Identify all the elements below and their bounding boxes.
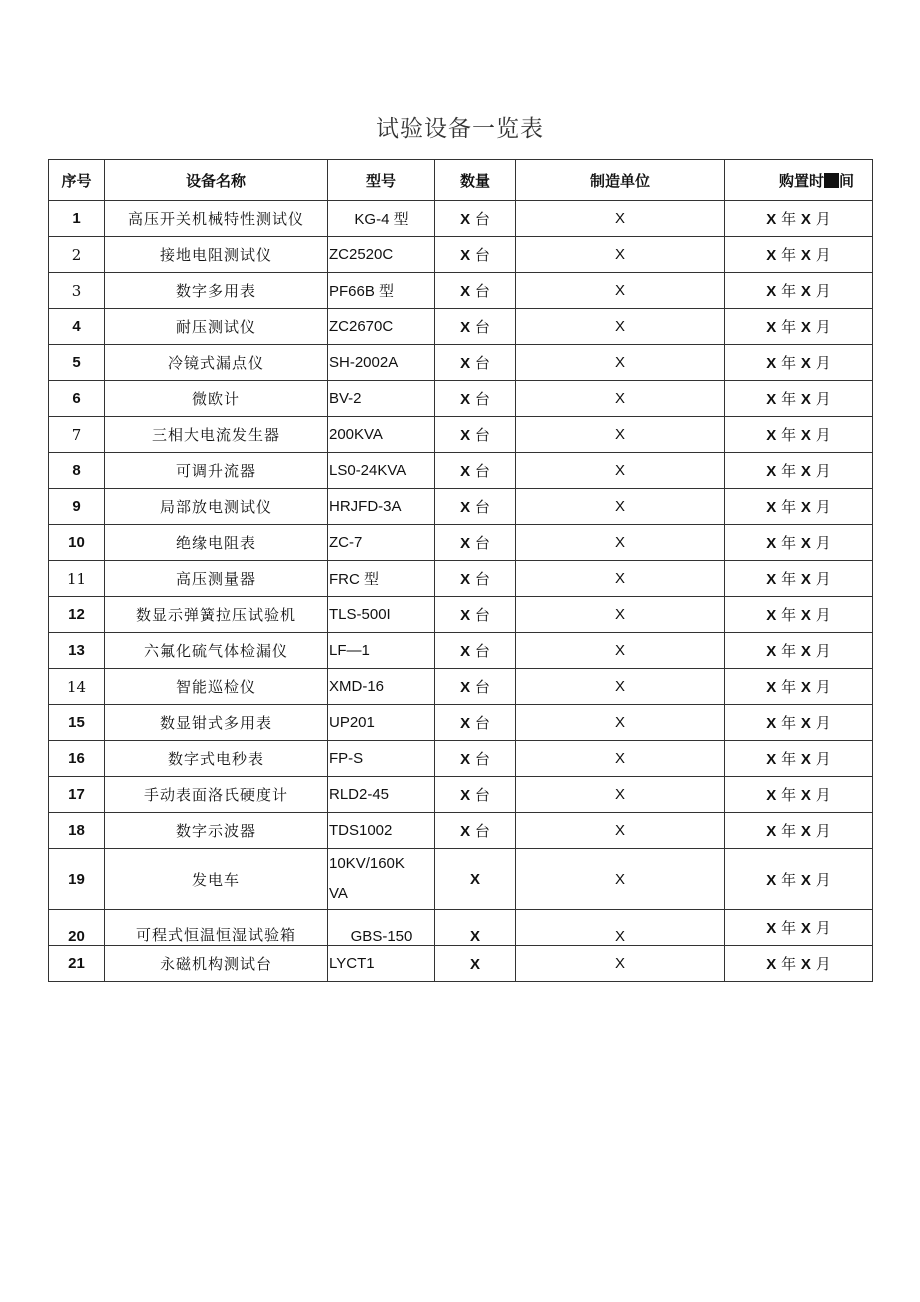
- cell-index: 10: [49, 525, 105, 561]
- date-year-value: X: [766, 319, 777, 336]
- cell-model: SH-2002A: [328, 345, 435, 381]
- date-month-value: X: [800, 355, 811, 372]
- cell-index: 6: [49, 381, 105, 417]
- date-year-value: X: [766, 355, 777, 372]
- date-month-value: X: [800, 463, 811, 480]
- date-year-label: 年: [781, 390, 797, 408]
- date-year-value: X: [766, 211, 777, 228]
- cell-name: 冷镜式漏点仪: [105, 345, 328, 381]
- qty-unit: 台: [474, 210, 490, 228]
- cell-qty: [435, 345, 516, 381]
- cell-name: 局部放电测试仪: [105, 489, 328, 525]
- table-row: [49, 561, 873, 597]
- cell-model: LS0-24KVA: [328, 453, 435, 489]
- date-year-label: 年: [781, 955, 797, 973]
- qty-value: X: [460, 391, 471, 408]
- cell-index: 7: [49, 417, 105, 453]
- header-index: 序号: [49, 160, 105, 201]
- cell-qty: [435, 489, 516, 525]
- qty-value: X: [460, 463, 471, 480]
- qty-unit: 台: [474, 570, 490, 588]
- header-qty: 数量: [435, 160, 516, 201]
- qty-unit: 台: [474, 534, 490, 552]
- date-month-label: 月: [815, 955, 831, 973]
- model-line-2: VA: [329, 885, 348, 902]
- table-header-row: [49, 160, 873, 201]
- cell-purchase-date: [725, 309, 873, 345]
- date-month-label: 月: [815, 919, 831, 937]
- date-month-label: 月: [815, 390, 831, 408]
- cell-maker: X: [516, 381, 725, 417]
- cell-qty: [435, 813, 516, 849]
- table-row: [49, 237, 873, 273]
- date-month-value: X: [800, 571, 811, 588]
- cell-name: 绝缘电阻表: [105, 525, 328, 561]
- qty-value: X: [460, 643, 471, 660]
- cell-name: 数显钳式多用表: [105, 705, 328, 741]
- date-month-label: 月: [815, 714, 831, 732]
- qty-unit: 台: [474, 318, 490, 336]
- cell-model: TDS1002: [328, 813, 435, 849]
- cell-purchase-date: [725, 849, 873, 910]
- cell-purchase-date: [725, 946, 873, 982]
- cell-index: 17: [49, 777, 105, 813]
- cell-index: 13: [49, 633, 105, 669]
- cell-purchase-date: [725, 813, 873, 849]
- date-year-label: 年: [781, 210, 797, 228]
- qty-unit: 台: [474, 786, 490, 804]
- date-month-value: X: [800, 283, 811, 300]
- date-month-value: X: [800, 920, 811, 937]
- cell-qty: [435, 633, 516, 669]
- cell-maker: X: [516, 597, 725, 633]
- table-row: [49, 946, 873, 982]
- cell-qty: [435, 381, 516, 417]
- cell-purchase-date: [725, 561, 873, 597]
- date-month-label: 月: [815, 870, 831, 889]
- date-year-label: 年: [781, 714, 797, 732]
- cell-index: 19: [49, 849, 105, 910]
- cell-name: 微欧计: [105, 381, 328, 417]
- cell-index: 21: [49, 946, 105, 982]
- qty-unit: 台: [474, 390, 490, 408]
- cell-maker: X: [516, 489, 725, 525]
- qty-value: X: [469, 955, 480, 973]
- cell-purchase-date: [725, 417, 873, 453]
- qty-value: X: [460, 247, 471, 264]
- redaction-block: [824, 173, 839, 188]
- table-row: [49, 633, 873, 669]
- cell-purchase-date: [725, 669, 873, 705]
- date-year-label: 年: [781, 870, 797, 889]
- cell-maker: X: [516, 237, 725, 273]
- cell-model: ZC-7: [328, 525, 435, 561]
- cell-qty: [435, 525, 516, 561]
- cell-qty: [435, 669, 516, 705]
- date-year-value: X: [766, 607, 777, 624]
- cell-name: 六氟化硫气体检漏仪: [105, 633, 328, 669]
- table-row: [49, 777, 873, 813]
- header-purchase-date: [725, 160, 873, 201]
- cell-model: UP201: [328, 705, 435, 741]
- cell-index: 15: [49, 705, 105, 741]
- cell-maker: X: [516, 910, 725, 946]
- page-title: 试验设备一览表: [376, 116, 544, 142]
- cell-qty: [435, 309, 516, 345]
- cell-purchase-date: [725, 633, 873, 669]
- cell-qty: [435, 453, 516, 489]
- qty-unit: 台: [474, 282, 490, 300]
- cell-maker: X: [516, 345, 725, 381]
- cell-index: 20: [49, 910, 105, 946]
- date-month-value: X: [800, 211, 811, 228]
- date-year-value: X: [766, 643, 777, 660]
- table-row: [49, 309, 873, 345]
- date-year-label: 年: [781, 318, 797, 336]
- cell-name: 数字多用表: [105, 273, 328, 309]
- date-month-label: 月: [815, 606, 831, 624]
- cell-maker: X: [516, 849, 725, 910]
- qty-unit: 台: [474, 426, 490, 444]
- cell-index: 14: [49, 669, 105, 705]
- date-year-value: X: [766, 391, 777, 408]
- date-year-label: 年: [781, 282, 797, 300]
- date-month-value: X: [800, 871, 811, 889]
- qty-value: X: [460, 283, 471, 300]
- cell-qty: [435, 777, 516, 813]
- cell-index: 1: [49, 201, 105, 237]
- cell-maker: X: [516, 669, 725, 705]
- date-year-label: 年: [781, 919, 797, 937]
- date-year-label: 年: [781, 822, 797, 840]
- qty-unit: 台: [474, 678, 490, 696]
- date-year-label: 年: [781, 678, 797, 696]
- date-month-label: 月: [815, 246, 831, 264]
- date-year-value: X: [766, 715, 777, 732]
- cell-index: 11: [49, 561, 105, 597]
- cell-qty: [435, 237, 516, 273]
- cell-index: 12: [49, 597, 105, 633]
- cell-name: 数字示波器: [105, 813, 328, 849]
- date-year-value: X: [766, 956, 777, 973]
- qty-value: X: [460, 787, 471, 804]
- header-date-suffix: 间: [838, 171, 854, 190]
- equipment-table: [48, 159, 873, 982]
- cell-index: 2: [49, 237, 105, 273]
- cell-maker: X: [516, 525, 725, 561]
- qty-unit: 台: [474, 462, 490, 480]
- date-month-label: 月: [815, 678, 831, 696]
- date-month-value: X: [800, 607, 811, 624]
- date-month-value: X: [800, 956, 811, 973]
- table-row: [49, 705, 873, 741]
- cell-purchase-date: [725, 741, 873, 777]
- cell-purchase-date: [725, 201, 873, 237]
- model-line-1: 10KV/160K: [329, 855, 405, 872]
- cell-index: 9: [49, 489, 105, 525]
- cell-purchase-date: [725, 597, 873, 633]
- date-year-label: 年: [781, 426, 797, 444]
- cell-model: FRC 型: [328, 561, 435, 597]
- date-year-label: 年: [781, 786, 797, 804]
- cell-purchase-date: [725, 489, 873, 525]
- cell-qty: [435, 705, 516, 741]
- cell-qty: [435, 561, 516, 597]
- qty-unit: 台: [474, 354, 490, 372]
- cell-model: TLS-500I: [328, 597, 435, 633]
- date-month-label: 月: [815, 786, 831, 804]
- table-row: [49, 417, 873, 453]
- cell-qty: [435, 597, 516, 633]
- cell-name: 接地电阻测试仪: [105, 237, 328, 273]
- cell-name: 耐压测试仪: [105, 309, 328, 345]
- table-row: [49, 813, 873, 849]
- table-row: [49, 381, 873, 417]
- cell-model: BV-2: [328, 381, 435, 417]
- cell-index: 8: [49, 453, 105, 489]
- date-year-value: X: [766, 535, 777, 552]
- date-month-value: X: [800, 643, 811, 660]
- qty-value: X: [460, 535, 471, 552]
- date-year-value: X: [766, 571, 777, 588]
- cell-qty: [435, 201, 516, 237]
- cell-purchase-date: [725, 525, 873, 561]
- cell-maker: X: [516, 201, 725, 237]
- date-year-label: 年: [781, 498, 797, 516]
- cell-model: [328, 849, 435, 910]
- date-month-label: 月: [815, 462, 831, 480]
- cell-name: 高压测量器: [105, 561, 328, 597]
- qty-value: X: [460, 751, 471, 768]
- cell-qty: [435, 849, 516, 910]
- qty-unit: 台: [474, 714, 490, 732]
- cell-model: LYCT1: [328, 946, 435, 982]
- table-row: [49, 741, 873, 777]
- cell-index: 4: [49, 309, 105, 345]
- date-year-value: X: [766, 920, 777, 937]
- cell-maker: X: [516, 946, 725, 982]
- date-month-label: 月: [815, 570, 831, 588]
- table-row: [49, 597, 873, 633]
- qty-unit: 台: [474, 750, 490, 768]
- cell-maker: X: [516, 273, 725, 309]
- qty-unit: 台: [474, 822, 490, 840]
- date-month-label: 月: [815, 750, 831, 768]
- cell-maker: X: [516, 705, 725, 741]
- cell-model: GBS-150: [328, 910, 435, 946]
- cell-qty: [435, 910, 516, 946]
- date-month-label: 月: [815, 354, 831, 372]
- table-row: [49, 345, 873, 381]
- cell-maker: X: [516, 777, 725, 813]
- cell-maker: X: [516, 417, 725, 453]
- cell-model: LF—1: [328, 633, 435, 669]
- qty-unit: 台: [474, 642, 490, 660]
- cell-model: KG-4 型: [328, 201, 435, 237]
- date-month-value: X: [800, 715, 811, 732]
- date-month-value: X: [800, 751, 811, 768]
- cell-purchase-date: [725, 381, 873, 417]
- date-month-label: 月: [815, 426, 831, 444]
- qty-value: X: [460, 499, 471, 516]
- date-month-label: 月: [815, 498, 831, 516]
- cell-qty: [435, 273, 516, 309]
- qty-value: X: [460, 211, 471, 228]
- table-row: [49, 525, 873, 561]
- table-row: [49, 489, 873, 525]
- date-month-label: 月: [815, 534, 831, 552]
- cell-purchase-date: [725, 705, 873, 741]
- date-month-value: X: [800, 823, 811, 840]
- qty-value: X: [469, 928, 480, 945]
- cell-model: RLD2-45: [328, 777, 435, 813]
- cell-index: 18: [49, 813, 105, 849]
- cell-purchase-date: [725, 910, 873, 946]
- qty-value: X: [460, 571, 471, 588]
- cell-model: XMD-16: [328, 669, 435, 705]
- table-row: [49, 453, 873, 489]
- cell-maker: X: [516, 813, 725, 849]
- cell-purchase-date: [725, 453, 873, 489]
- date-year-label: 年: [781, 246, 797, 264]
- cell-model: 200KVA: [328, 417, 435, 453]
- date-month-value: X: [800, 499, 811, 516]
- date-month-value: X: [800, 679, 811, 696]
- header-model: 型号: [328, 160, 435, 201]
- table-row: [49, 201, 873, 237]
- cell-maker: X: [516, 633, 725, 669]
- date-month-label: 月: [815, 318, 831, 336]
- cell-name: 三相大电流发生器: [105, 417, 328, 453]
- date-year-value: X: [766, 871, 777, 889]
- cell-name: 数字式电秒表: [105, 741, 328, 777]
- date-year-label: 年: [781, 642, 797, 660]
- cell-name: 手动表面洛氏硬度计: [105, 777, 328, 813]
- header-maker: 制造单位: [516, 160, 725, 201]
- date-year-value: X: [766, 499, 777, 516]
- cell-name: 智能巡检仪: [105, 669, 328, 705]
- date-year-value: X: [766, 679, 777, 696]
- date-month-value: X: [800, 787, 811, 804]
- date-year-label: 年: [781, 606, 797, 624]
- qty-value: X: [460, 427, 471, 444]
- date-month-label: 月: [815, 822, 831, 840]
- date-year-value: X: [766, 463, 777, 480]
- header-name: 设备名称: [105, 160, 328, 201]
- cell-qty: [435, 946, 516, 982]
- date-year-value: X: [766, 823, 777, 840]
- date-year-label: 年: [781, 750, 797, 768]
- cell-purchase-date: [725, 237, 873, 273]
- qty-value: X: [460, 319, 471, 336]
- cell-qty: [435, 417, 516, 453]
- qty-value: X: [460, 679, 471, 696]
- cell-name: 高压开关机械特性测试仪: [105, 201, 328, 237]
- date-year-label: 年: [781, 354, 797, 372]
- cell-name: 发电车: [105, 849, 328, 910]
- table-row: [49, 669, 873, 705]
- cell-purchase-date: [725, 777, 873, 813]
- qty-value: X: [460, 607, 471, 624]
- date-year-value: X: [766, 427, 777, 444]
- qty-value: X: [469, 871, 480, 888]
- qty-unit: 台: [474, 246, 490, 264]
- cell-index: 16: [49, 741, 105, 777]
- cell-model: ZC2670C: [328, 309, 435, 345]
- cell-name: 永磁机构测试台: [105, 946, 328, 982]
- date-year-label: 年: [781, 462, 797, 480]
- date-year-value: X: [766, 787, 777, 804]
- qty-unit: 台: [474, 498, 490, 516]
- cell-maker: X: [516, 309, 725, 345]
- table-row: [49, 910, 873, 946]
- date-month-value: X: [800, 391, 811, 408]
- date-month-value: X: [800, 247, 811, 264]
- qty-value: X: [460, 715, 471, 732]
- date-year-label: 年: [781, 570, 797, 588]
- cell-name: 数显示弹簧拉压试验机: [105, 597, 328, 633]
- cell-model: HRJFD-3A: [328, 489, 435, 525]
- header-date-prefix: 购置时: [778, 171, 824, 190]
- cell-purchase-date: [725, 273, 873, 309]
- cell-maker: X: [516, 453, 725, 489]
- cell-name: 可调升流器: [105, 453, 328, 489]
- date-year-value: X: [766, 283, 777, 300]
- cell-model: ZC2520C: [328, 237, 435, 273]
- cell-qty: [435, 741, 516, 777]
- date-month-label: 月: [815, 642, 831, 660]
- qty-value: X: [460, 355, 471, 372]
- cell-model: PF66B 型: [328, 273, 435, 309]
- table-row: [49, 849, 873, 910]
- date-month-value: X: [800, 535, 811, 552]
- cell-name: 可程式恒温恒湿试验箱: [105, 910, 328, 946]
- date-year-value: X: [766, 751, 777, 768]
- date-month-value: X: [800, 319, 811, 336]
- qty-value: X: [460, 823, 471, 840]
- cell-maker: X: [516, 741, 725, 777]
- date-year-value: X: [766, 247, 777, 264]
- date-month-label: 月: [815, 282, 831, 300]
- cell-purchase-date: [725, 345, 873, 381]
- cell-index: 3: [49, 273, 105, 309]
- date-month-value: X: [800, 427, 811, 444]
- date-year-label: 年: [781, 534, 797, 552]
- cell-maker: X: [516, 561, 725, 597]
- table-row: [49, 273, 873, 309]
- qty-unit: 台: [474, 606, 490, 624]
- cell-index: 5: [49, 345, 105, 381]
- cell-model: FP-S: [328, 741, 435, 777]
- date-month-label: 月: [815, 210, 831, 228]
